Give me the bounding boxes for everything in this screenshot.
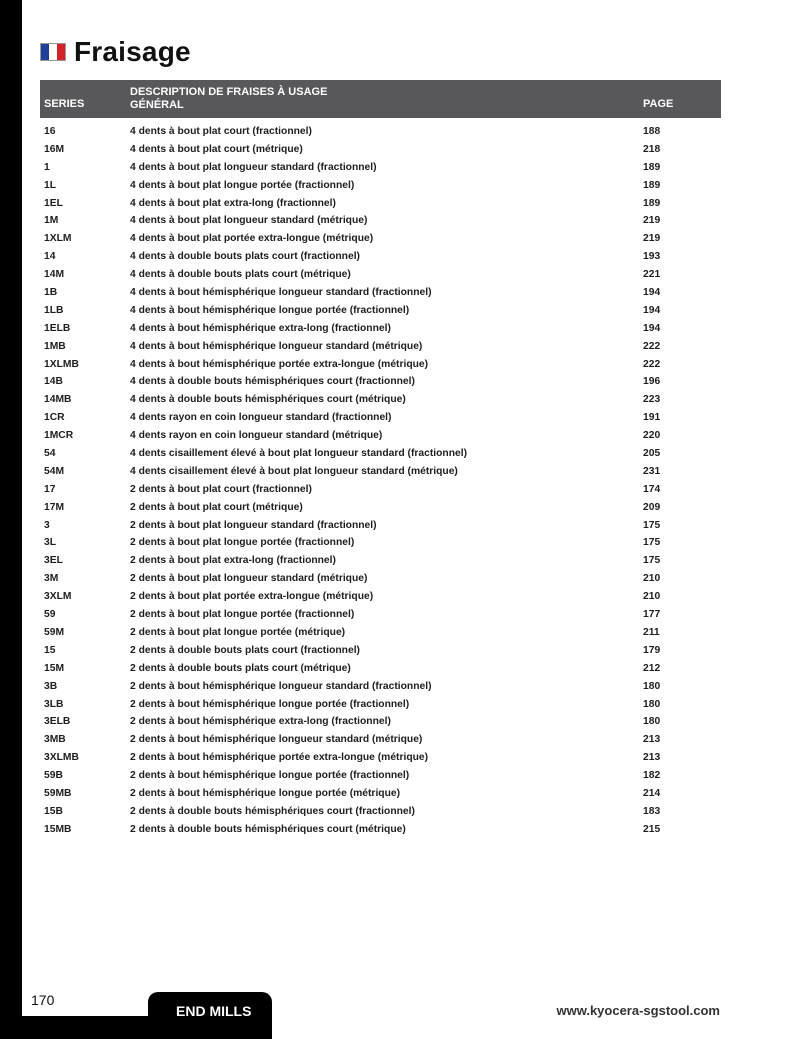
table-row (40, 373, 721, 391)
row-series: 1L (44, 179, 57, 191)
table-row (40, 230, 721, 248)
row-series: 1CR (44, 412, 65, 424)
row-series: 3LB (44, 698, 64, 710)
row-series: 3EL (44, 555, 63, 567)
row-description: 2 dents à bout plat court (métrique) (130, 501, 303, 513)
table-row (40, 642, 721, 660)
row-page: 219 (643, 233, 661, 245)
row-page: 175 (643, 555, 661, 567)
table-row (40, 159, 721, 177)
row-series: 15M (44, 662, 65, 674)
row-page: 189 (643, 161, 661, 173)
table-row (40, 123, 721, 141)
row-page: 188 (643, 126, 661, 137)
row-series: 1 (44, 161, 50, 173)
row-description: 4 dents rayon en coin longueur standard (métrique) (130, 430, 383, 442)
row-series: 1LB (44, 304, 64, 316)
row-description: 2 dents à bout plat longueur standard (métrique) (130, 573, 368, 585)
row-page: 175 (643, 537, 661, 549)
row-series: 15MB (44, 823, 72, 835)
row-series: 14 (44, 251, 56, 263)
row-series: 3 (44, 519, 50, 531)
row-page: 196 (643, 376, 661, 388)
row-description: 2 dents à bout plat longue portée (métrique) (130, 626, 346, 638)
row-description: 2 dents à bout hémisphérique extra-long (fractionnel) (130, 716, 391, 728)
row-series: 14MB (44, 394, 72, 406)
row-page: 180 (643, 716, 661, 728)
table-row (40, 195, 721, 213)
table-row (40, 391, 721, 409)
row-series: 3XLM (44, 591, 72, 603)
french-flag-icon (40, 43, 66, 61)
row-page: 218 (643, 143, 661, 155)
row-page: 214 (643, 787, 661, 799)
row-description: 2 dents à bout hémisphérique longueur standard (fractionnel) (130, 680, 432, 692)
row-series: 1MCR (44, 430, 74, 442)
page-title: Fraisage (74, 36, 191, 67)
table-row (40, 463, 721, 481)
table-row (40, 356, 721, 374)
row-page: 213 (643, 734, 661, 746)
row-description: 4 dents à double bouts hémisphériques court (métrique) (130, 394, 406, 406)
row-page: 194 (643, 322, 661, 334)
row-page: 219 (643, 215, 661, 227)
row-description: 2 dents à bout plat extra-long (fractionnel) (130, 555, 336, 567)
row-description: 4 dents à bout hémisphérique longue portée (fractionnel) (130, 304, 410, 316)
flag-stripe-red (57, 44, 65, 60)
row-description: 4 dents à bout plat longueur standard (fractionnel) (130, 161, 377, 173)
table-row (40, 696, 721, 714)
row-description: 4 dents à double bouts plats court (métrique) (130, 269, 351, 281)
row-description: 4 dents rayon en coin longueur standard (fractionnel) (130, 412, 392, 424)
row-description: 4 dents à bout plat court (métrique) (130, 143, 303, 155)
row-description: 4 dents cisaillement élevé à bout plat longueur standard (métrique) (130, 465, 458, 477)
row-page: 231 (643, 465, 661, 477)
row-page: 177 (643, 609, 661, 621)
row-description: 4 dents à bout hémisphérique extra-long (fractionnel) (130, 322, 391, 334)
left-margin-bar (0, 0, 22, 1039)
row-description: 2 dents à double bouts plats court (fractionnel) (130, 644, 360, 656)
table-row (40, 212, 721, 230)
table-row (40, 570, 721, 588)
row-description: 2 dents à bout hémisphérique longue portée (fractionnel) (130, 770, 410, 782)
row-page: 193 (643, 251, 661, 263)
table-row (40, 338, 721, 356)
table-row (40, 177, 721, 195)
table-row (40, 660, 721, 678)
page-title-block (40, 34, 191, 70)
table-header (40, 80, 721, 118)
table-row (40, 624, 721, 642)
row-page: 179 (643, 644, 661, 656)
header-page: PAGE (643, 98, 674, 110)
row-page: 209 (643, 501, 661, 513)
row-page: 174 (643, 483, 661, 495)
row-page: 222 (643, 340, 661, 352)
row-description: 2 dents à bout plat court (fractionnel) (130, 483, 312, 495)
row-series: 15B (44, 805, 63, 817)
row-description: 2 dents à bout hémisphérique portée extra-longue (métrique) (130, 752, 429, 764)
row-series: 3L (44, 537, 57, 549)
row-page: 220 (643, 430, 661, 442)
row-series: 16 (44, 126, 56, 137)
row-series: 1MB (44, 340, 66, 352)
row-series: 1XLMB (44, 358, 79, 370)
row-series: 1XLM (44, 233, 72, 245)
row-series: 3M (44, 573, 59, 585)
section-tab (148, 992, 272, 1039)
page-number: 170 (31, 992, 55, 1008)
row-page: 191 (643, 412, 661, 424)
table-row (40, 552, 721, 570)
row-description: 4 dents à bout hémisphérique longueur standard (fractionnel) (130, 287, 432, 299)
row-page: 175 (643, 519, 661, 531)
flag-stripe-blue (41, 44, 49, 60)
table-row (40, 481, 721, 499)
table-row (40, 606, 721, 624)
row-description: 4 dents à double bouts hémisphériques court (fractionnel) (130, 376, 415, 388)
row-page: 194 (643, 304, 661, 316)
row-series: 17 (44, 483, 56, 495)
table-body (40, 123, 721, 839)
table-row (40, 427, 721, 445)
row-page: 194 (643, 287, 661, 299)
row-page: 222 (643, 358, 661, 370)
row-description: 2 dents à bout plat longue portée (fractionnel) (130, 609, 355, 621)
row-description: 2 dents à bout hémisphérique longue portée (métrique) (130, 787, 401, 799)
row-description: 2 dents à bout hémisphérique longueur standard (métrique) (130, 734, 423, 746)
row-description: 2 dents à bout plat portée extra-longue (métrique) (130, 591, 374, 603)
row-series: 16M (44, 143, 65, 155)
row-series: 54 (44, 448, 56, 460)
row-description: 2 dents à bout plat longue portée (fractionnel) (130, 537, 355, 549)
row-description: 2 dents à double bouts hémisphériques court (métrique) (130, 823, 406, 835)
header-series: SERIES (44, 98, 85, 110)
row-series: 1ELB (44, 322, 71, 334)
table-row (40, 713, 721, 731)
row-page: 221 (643, 269, 661, 281)
table-row (40, 588, 721, 606)
row-page: 182 (643, 770, 661, 782)
row-description: 4 dents à bout plat portée extra-longue (métrique) (130, 233, 374, 245)
table-row (40, 320, 721, 338)
row-description: 2 dents à double bouts hémisphériques court (fractionnel) (130, 805, 415, 817)
row-series: 3MB (44, 734, 66, 746)
row-page: 180 (643, 698, 661, 710)
row-page: 223 (643, 394, 661, 406)
row-page: 189 (643, 179, 661, 191)
row-description: 4 dents à bout hémisphérique longueur standard (métrique) (130, 340, 423, 352)
row-page: 211 (643, 626, 660, 638)
row-description: 4 dents à double bouts plats court (fractionnel) (130, 251, 360, 263)
row-series: 1EL (44, 197, 63, 209)
table-row (40, 445, 721, 463)
row-series: 3ELB (44, 716, 71, 728)
row-page: 189 (643, 197, 661, 209)
row-series: 59B (44, 770, 63, 782)
table-row (40, 517, 721, 535)
row-description: 4 dents à bout hémisphérique portée extra-longue (métrique) (130, 358, 429, 370)
row-page: 215 (643, 823, 661, 835)
row-description: 4 dents à bout plat extra-long (fractionnel) (130, 197, 336, 209)
table-row (40, 534, 721, 552)
table-row (40, 266, 721, 284)
row-page: 210 (643, 591, 661, 603)
row-description: 4 dents cisaillement élevé à bout plat longueur standard (fractionnel) (130, 448, 468, 460)
row-series: 14M (44, 269, 65, 281)
table-row (40, 499, 721, 517)
table-row (40, 284, 721, 302)
row-description: 2 dents à bout hémisphérique longue portée (fractionnel) (130, 698, 410, 710)
row-page: 212 (643, 662, 661, 674)
row-series: 14B (44, 376, 63, 388)
table-row (40, 141, 721, 159)
table-row (40, 248, 721, 266)
row-page: 205 (643, 448, 661, 460)
row-series: 1M (44, 215, 59, 227)
website-url[interactable]: www.kyocera-sgstool.com (556, 1003, 720, 1018)
row-description: 2 dents à bout plat longueur standard (fractionnel) (130, 519, 377, 531)
row-series: 59 (44, 609, 56, 621)
row-page: 210 (643, 573, 661, 585)
section-tab-label: END MILLS (176, 1003, 252, 1019)
table-row (40, 803, 721, 821)
table-row (40, 409, 721, 427)
header-description: DESCRIPTION DE FRAISES À USAGE GÉNÉRAL (130, 86, 328, 111)
row-page: 183 (643, 805, 661, 817)
table-row (40, 749, 721, 767)
row-description: 2 dents à double bouts plats court (métrique) (130, 662, 351, 674)
row-description: 4 dents à bout plat longue portée (fractionnel) (130, 179, 355, 191)
row-page: 213 (643, 752, 661, 764)
row-series: 3B (44, 680, 58, 692)
table-row (40, 302, 721, 320)
table-row (40, 731, 721, 749)
table-row (40, 821, 721, 839)
row-series: 59M (44, 626, 65, 638)
row-series: 3XLMB (44, 752, 79, 764)
row-series: 15 (44, 644, 56, 656)
row-page: 180 (643, 680, 661, 692)
row-description: 4 dents à bout plat court (fractionnel) (130, 126, 312, 137)
table-row (40, 678, 721, 696)
row-series: 59MB (44, 787, 72, 799)
row-series: 54M (44, 465, 65, 477)
row-series: 17M (44, 501, 65, 513)
table-row (40, 767, 721, 785)
table-row (40, 785, 721, 803)
row-description: 4 dents à bout plat longueur standard (métrique) (130, 215, 368, 227)
flag-stripe-white (49, 44, 57, 60)
row-series: 1B (44, 287, 58, 299)
